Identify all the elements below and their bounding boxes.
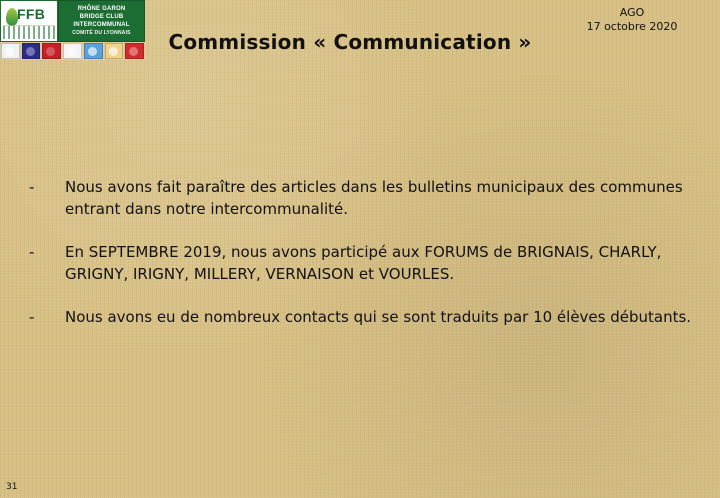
club-line-4: COMITÉ DU LYONNAIS: [72, 30, 131, 36]
list-marker: -: [29, 308, 35, 326]
club-line-1: RHÔNE GARON: [77, 6, 126, 12]
logo-main: [0, 0, 145, 42]
emblem-1-icon: [1, 43, 20, 59]
emblem-7-icon: [125, 43, 144, 59]
event-date: 17 octobre 2020: [586, 20, 678, 33]
list-item-text: Nous avons fait paraître des articles dans les bulletins municipaux des communes entrant dans notre intercommunalité.: [65, 178, 683, 218]
emblem-3-icon: [42, 43, 61, 59]
ffb-logo-subtext: [3, 25, 55, 39]
list-item: [29, 306, 694, 328]
emblem-strip: [0, 42, 145, 60]
list-marker: -: [29, 243, 35, 261]
emblem-5-icon: [84, 43, 103, 59]
event-info: [572, 6, 692, 34]
logo: [0, 0, 145, 60]
ffb-logo-text: FFB: [17, 6, 46, 22]
content: [29, 176, 694, 349]
list-marker: -: [29, 178, 35, 196]
slide-number: 31: [6, 482, 18, 492]
emblem-6-icon: [105, 43, 124, 59]
club-line-2: BRIDGE CLUB: [79, 14, 124, 20]
list-item-text: En SEPTEMBRE 2019, nous avons participé aux FORUMS de BRIGNAIS, CHARLY, GRIGNY, IRIGNY, MILLERY, VERNAISON et VOURLES.: [65, 243, 662, 283]
slide-title: Commission « Communication »: [168, 30, 532, 54]
event-title: AGO: [619, 6, 645, 19]
ffb-logo: [0, 0, 58, 42]
emblem-4-icon: [63, 43, 82, 59]
list-item-text: Nous avons eu de nombreux contacts qui se sont traduits par 10 élèves débutants.: [65, 308, 692, 326]
emblem-2-icon: [22, 43, 41, 59]
list-item: [29, 241, 694, 285]
list-item: [29, 176, 694, 220]
club-logo: [58, 0, 145, 42]
club-line-3: INTERCOMMUNAL: [73, 22, 130, 28]
